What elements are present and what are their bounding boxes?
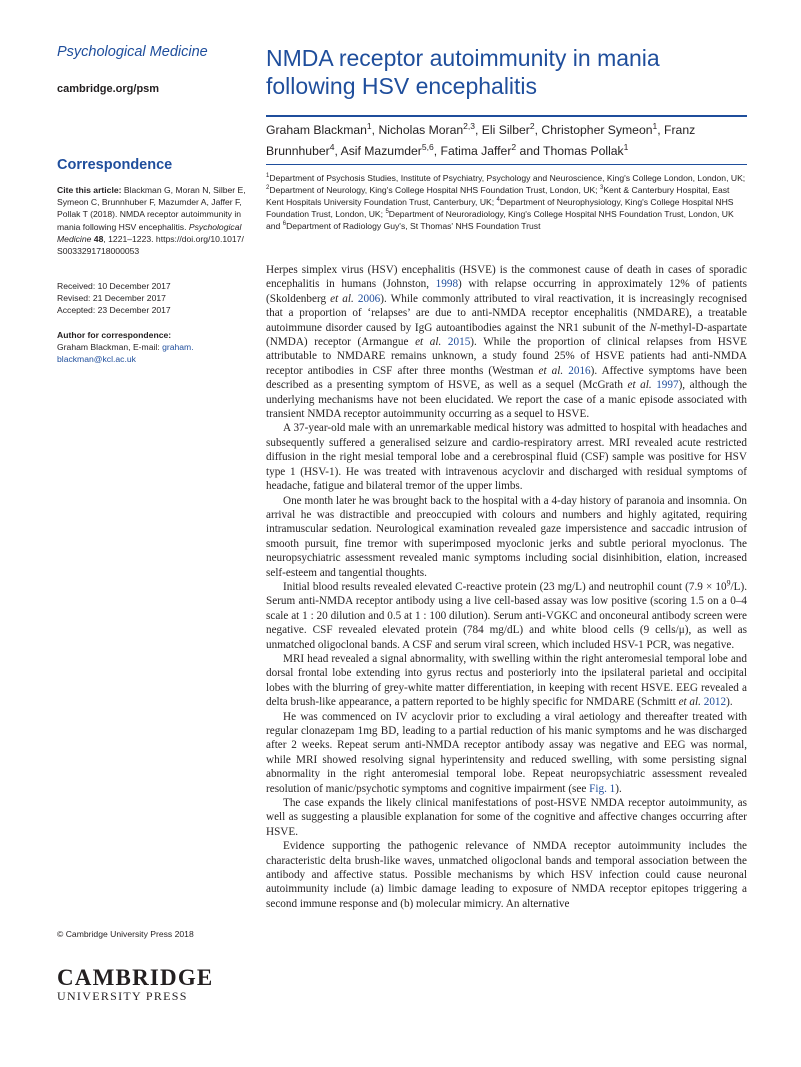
body-text: ). [615, 782, 622, 795]
author-separator: , [534, 123, 542, 137]
author-separator: , [371, 123, 379, 137]
article-body [266, 263, 747, 911]
journal-url[interactable]: cambridge.org/psm [57, 83, 160, 95]
body-paragraph [266, 839, 747, 911]
body-paragraph [266, 421, 747, 493]
reference-link[interactable]: 2012 [703, 696, 727, 709]
author-separator: , [657, 123, 665, 137]
superscript: 9 [726, 578, 731, 588]
author-name: Eli Silber [481, 123, 530, 137]
reference-link[interactable]: Fig. 1 [589, 782, 616, 795]
affiliation-text: Kent & Canterbury Hospital, East Kent Hospitals University Foundation Trust, Canterbury, UK; [266, 185, 730, 208]
affiliation-number: 1 [266, 173, 270, 180]
journal-name: Psychological Medicine [57, 44, 208, 60]
italic-text: et al. [415, 336, 442, 349]
author-affiliation-number[interactable]: 2 [511, 141, 517, 152]
author-email-link[interactable]: graham. blackman@kcl.ac.uk [57, 342, 194, 365]
body-paragraph [266, 263, 747, 421]
italic-text: et al. [330, 292, 354, 305]
cite-label: Cite this article: [57, 185, 122, 195]
revised-date: Revised: 21 December 2017 [57, 293, 166, 304]
body-paragraph [266, 652, 747, 710]
body-text: ). Affective symptoms have been described as a presenting symptom of HSVE, as well as a sequel (McGrath [266, 364, 748, 392]
author-separator: , [334, 144, 341, 158]
affiliation-text: Department of Radiology Guy's, St Thomas' NHS Foundation Trust [286, 221, 541, 232]
copyright-notice: © Cambridge University Press 2018 [57, 929, 194, 939]
body-text: The case expands the likely clinical manifestations of post-HSVE NMDA receptor autoimmunity, as well as suggesting a plausible explanation for some of the cognitive and affective changes occurring after HSVE. [266, 797, 747, 838]
cite-doi[interactable]: , 1221–1223. https://doi.org/10.1017/ S0033291718000053 [57, 233, 244, 257]
cite-volume: 48 [93, 233, 104, 244]
logo-line-1: CAMBRIDGE [57, 965, 214, 990]
affiliation-text: Department of Psychosis Studies, Institute of Psychiatry, Psychology and Neuroscience, King's College London, London, UK; [269, 173, 746, 183]
received-date: Received: 10 December 2017 [57, 281, 171, 291]
title-rule [266, 115, 747, 117]
body-text [441, 336, 448, 348]
journal-header [57, 44, 253, 95]
body-text: He was commenced on IV acyclovir prior to excluding a viral aetiology and thereafter treated with regular clonazepam 1mg BD, leading to a partial reduction of his manic symptoms and he was discharged after 2 weeks. Repeat serum anti-NMDA receptor antibody assay was negative and EEG was normal, while MRI showed resolving signal hyperintensity and reduced swelling, with some persisting signal abnormality in the right anteromesial temporal lobe. Repeat neuropsychiatric assessment revealed resolution of manic/psychotic symptoms and cognitive impairment (see [266, 710, 747, 795]
italic-text: et al. [627, 379, 652, 392]
author-name: Fatima Jaffer [440, 144, 512, 158]
body-paragraph [266, 796, 747, 839]
author-affiliation-number[interactable]: 5,6 [421, 141, 434, 152]
author-name: Franz Brunnhuber [266, 123, 696, 158]
correspondence-heading: Correspondence [57, 157, 173, 173]
article-dates [57, 280, 253, 317]
body-paragraph [266, 580, 747, 652]
body-text: /L). Serum anti-NMDA receptor antibody using a live cell-based assay was low positive (scoring 1.5 on a 0–4 scale at 1 : 20 dilution and 0.5 at 1 : 100 dilution). Serum anti-VGKC and onconeural antibody screen were negative. CSF revealed elevated protein (784 mg/dL) and white blood cells (9 cells/μ), as well as unmatched oligoclonal bands. A CSF and serum viral screen, which included HSV-1 PCR, was negative. [266, 580, 747, 651]
affiliation-number: 2 [266, 185, 270, 192]
reference-link[interactable]: 2016 [568, 364, 591, 377]
affiliation-number: 4 [496, 197, 500, 204]
author-affiliation-number[interactable]: 1 [652, 120, 658, 131]
affiliation-number: 3 [599, 185, 604, 192]
author-name: Nicholas Moran [378, 123, 464, 137]
reference-link[interactable]: 1998 [435, 278, 459, 291]
reference-link[interactable]: 1997 [656, 379, 679, 392]
author-affiliation-number[interactable]: 2 [529, 120, 535, 131]
affiliation-text: Department of Neurology, King's College Hospital NHS Foundation Trust, London, UK; [269, 185, 600, 196]
body-text: One month later he was brought back to the hospital with a 4-day history of paranoia and insomnia. On arrival he was distractible and preoccupied with colours and numbers and highly agitated, requiring intramuscular sedation. Neurological examination revealed gaze impersistence and saccadic intrusion of smooth pursuit, fine tremor with superimposed myoclonic jerks and subtle perioral myoclonus. The neuropsychiatric assessment revealed manic symptoms including social disinhibition, elation, increased self-esteem and tangential thoughts. [266, 494, 747, 579]
article-title: NMDA receptor autoimmunity in mania following HSV encephalitis [266, 45, 660, 99]
italic-text: et al. [678, 696, 701, 709]
body-text: ). While commonly attributed to viral reactivation, it is increasingly recognised that a proportion of ‘relapses’ are due to anti-NMDA receptor encephalitis (NMDARE), a treatable autoimmune disorder caused by IgG autoantibodies against the NR1 subunit of the [266, 292, 748, 334]
body-text: Initial blood results revealed elevated C-reactive protein (23 mg/L) and neutrophil count (7.9 × 10 [283, 580, 727, 593]
author-separator: , [475, 123, 482, 137]
author-affiliation-number[interactable]: 4 [329, 141, 335, 152]
affiliation-text: Department of Neurophysiology, King's College Hospital NHS Foundation Trust, London, UK; [266, 197, 734, 220]
cite-this-article [57, 184, 253, 257]
reference-link[interactable]: 2015 [447, 336, 471, 349]
italic-text: et al. [538, 364, 564, 377]
author-list [266, 120, 746, 162]
author-name: Asif Mazumder [340, 144, 422, 158]
affiliation-number: 5 [385, 209, 389, 216]
author-separator: , [433, 144, 441, 158]
author-name: Graham Blackman [266, 123, 367, 137]
body-text: Herpes simplex virus (HSV) encephalitis (HSVE) is the commonest cause of death in cases of sporadic encephalitis in humans (Johnston, [266, 264, 747, 291]
author-affiliation-number[interactable]: 1 [623, 141, 629, 152]
author-name: Christopher Symeon [541, 123, 653, 137]
author-for-correspondence [57, 329, 253, 366]
author-affiliation-number[interactable]: 2,3 [463, 120, 475, 131]
body-text: A 37-year-old male with an unremarkable medical history was admitted to hospital with headaches and subsequently suffered a generalised seizure and cardio-respiratory arrest. MRI revealed acute restricted diffusion in the right mesial temporal lobe and a cerebrospinal fluid (CSF) sample was positive for HSV type 1 (HSV-1). He was treated with intravenous acyclovir and discharged with residual symptoms of headache, fatigue and bilateral tremor of the upper limbs. [266, 422, 747, 493]
author-corr-label: Author for correspondence: [57, 330, 172, 340]
italic-text: N [649, 321, 657, 334]
affiliation-number: 6 [282, 221, 287, 228]
author-name: Thomas Pollak [543, 144, 624, 158]
cite-text: Blackman G, Moran N, Silber E, Symeon C, Brunnhuber F, Mazumder A, Jaffer F, Pollak T (2018). NMDA receptor autoimmunity in mania following HSV encephalitis. [57, 185, 246, 232]
affiliation-text: Department of Neuroradiology, King's College Hospital NHS Foundation Trust, London, UK and [266, 209, 734, 232]
body-text: ). [726, 696, 733, 709]
body-text: -methyl-D-aspartate (NMDA) receptor (Armangue [266, 321, 747, 349]
body-paragraph [266, 710, 747, 796]
body-text: ), although the underlying mechanisms have not been elucidated. We report the case of a manic episode associated with transient NMDA receptor autoimmunity occurring as a sequel to HSVE. [266, 379, 748, 421]
body-text: ). While the proportion of clinical relapses from HSVE attributable to NMDARE remains unknown, a study found 25% of HSVE patients had anti-NMDA receptor antibodies in CSF after three months (Westman [266, 336, 748, 377]
logo-line-2: UNIVERSITY PRESS [57, 989, 188, 1003]
body-paragraph [266, 494, 747, 580]
author-separator: and [516, 144, 544, 158]
cambridge-university-press-logo [57, 967, 213, 1003]
authors-rule [266, 164, 747, 165]
reference-link[interactable]: 2006 [357, 292, 381, 305]
body-text: MRI head revealed a signal abnormality, with swelling within the right anteromesial temporal lobe and dorsal frontal lobe extending into gyrus rectus and posteriorly into the ipsilateral parietal and occipital lobes with the blurring of grey-white matter differentiation, in keeping with recent HSVE. EEG revealed a delta brush-like appearance, a pattern reported to be highly specific for NMDARE (Schmitt [266, 652, 747, 709]
author-affiliation-number[interactable]: 1 [366, 120, 372, 131]
author-corr-text: Graham Blackman, E-mail: [57, 342, 160, 353]
accepted-date: Accepted: 23 December 2017 [57, 305, 171, 316]
body-text: Evidence supporting the pathogenic relevance of NMDA receptor autoimmunity includes the characteristic delta brush-like waves, unmatched oligoclonal bands and temporal association between the antibody and affective status. Possible mechanisms by which HSV infection could cause neuronal autoimmunity include (a) limbic damage leading to exposure of NMDA receptor epitopes triggering a second immune response and (b) molecular mimicry. An alternative [266, 840, 747, 910]
affiliations [266, 172, 747, 232]
body-text: ) with relapse occurring in approximately 12% of patients (Skoldenberg [266, 278, 747, 305]
cite-journal: Psychological Medicine [57, 221, 242, 244]
